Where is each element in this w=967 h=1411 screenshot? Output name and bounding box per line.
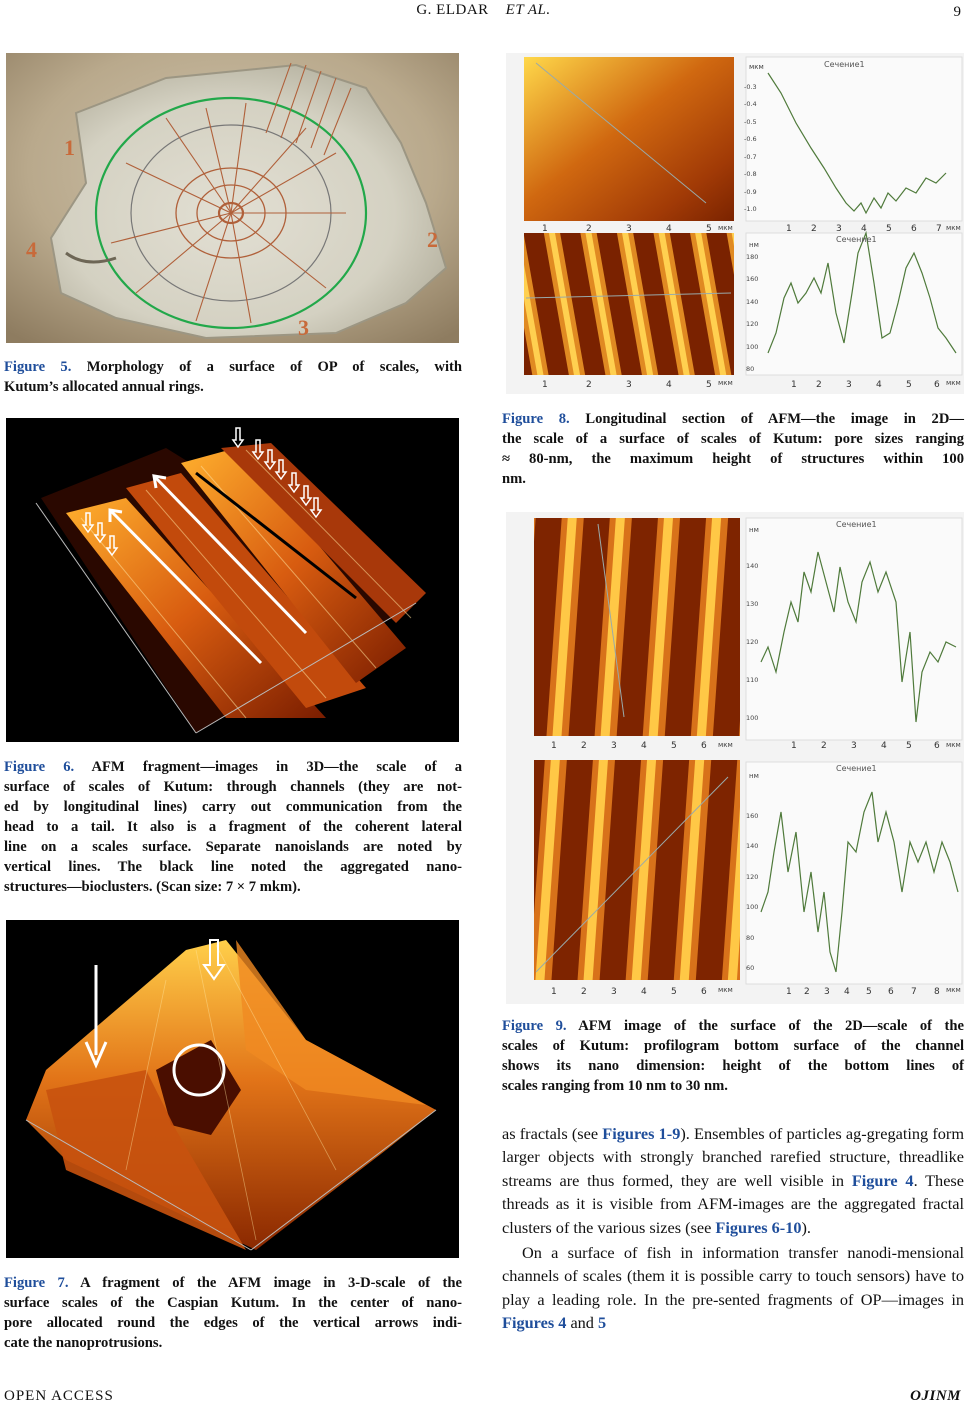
figure-reference-link[interactable]: Figure 4 [851, 1170, 914, 1190]
fig8-unit-x-top-profile: мкм [946, 224, 961, 232]
fig9-unit-y-bottom: нм [749, 772, 759, 780]
svg-text:6: 6 [888, 987, 894, 997]
fig8-unit-y-top: мкм [749, 63, 764, 71]
footer-open-access: OPEN ACCESS [4, 1388, 114, 1404]
figure-7-image [6, 920, 459, 1258]
fig9-top-profile-title: Сечение1 [836, 520, 877, 529]
svg-text:4: 4 [641, 987, 647, 997]
svg-text:6: 6 [911, 224, 917, 234]
body-paragraph-2: On a surface of fish in information transfer nanodi-mensional channels of scales (them it is possible carry to touch sensors) have to play a leading role. In the pre-sented fragments of OP—images in Figures 4 and 5 [502, 1243, 964, 1333]
fig9-unit-x-top-profile: мкм [946, 741, 961, 749]
fig5-region-label-1: 1 [64, 135, 75, 160]
svg-text:3: 3 [836, 224, 842, 234]
svg-text:5: 5 [671, 741, 677, 751]
svg-text:7: 7 [911, 987, 917, 997]
svg-text:4: 4 [861, 224, 867, 234]
fig8-bottom-profile-title: Сечение1 [836, 235, 877, 244]
svg-text:3: 3 [626, 224, 632, 234]
svg-text:5: 5 [866, 987, 872, 997]
svg-text:6: 6 [934, 741, 940, 751]
fig8-unit-x-top-image: мкм [718, 224, 733, 232]
body-text [502, 1122, 964, 1335]
svg-text:8: 8 [934, 987, 940, 997]
fig5-caption-label: Figure 5. [4, 359, 72, 375]
svg-text:3: 3 [611, 987, 617, 997]
figure-8-image [506, 53, 964, 394]
svg-text:5: 5 [886, 224, 892, 234]
svg-text:6: 6 [701, 987, 707, 997]
figure-reference-link[interactable]: 5 [598, 1313, 607, 1333]
fig9-caption-label: Figure 9. [502, 1018, 567, 1034]
svg-text:2: 2 [586, 224, 592, 234]
fig9-unit-x-top-image: мкм [718, 741, 733, 749]
fig8-bottom-profile-yticks: 80 100 120 140 160 180 [746, 253, 759, 373]
fig5-region-label-2: 2 [427, 227, 438, 252]
fig6-caption-label: Figure 6. [4, 759, 75, 775]
page-number: 9 [953, 4, 961, 20]
fig9-unit-x-bottom-image: мкм [718, 986, 733, 994]
svg-text:3: 3 [626, 380, 632, 390]
svg-text:2: 2 [581, 987, 587, 997]
svg-text:3: 3 [851, 741, 857, 751]
header-et-al: ET AL. [505, 2, 551, 18]
svg-text:5: 5 [706, 380, 712, 390]
fig9-bottom-profile-yticks: 60 80 100 120 140 160 [746, 812, 759, 972]
svg-text:1: 1 [551, 741, 557, 751]
svg-text:2: 2 [816, 380, 822, 390]
figure-5-caption: Figure 5. Morphology of a surface of OP of scales, with Kutum’s allocated annual rings. [4, 359, 462, 395]
figure-7-caption: Figure 7. A fragment of the AFM image in 3-D-scale of the surface scales of the Caspian Kutum. In the center of nano- pore allocated round the edges of the vertical arrows indi- cate the nanoprotrusions. [4, 1275, 463, 1351]
svg-text:4: 4 [666, 224, 672, 234]
svg-text:4: 4 [876, 380, 882, 390]
fig9-unit-y-top: нм [749, 526, 759, 534]
svg-text:6: 6 [701, 741, 707, 751]
fig5-region-label-4: 4 [26, 237, 37, 262]
fig7-caption-label: Figure 7. [4, 1275, 69, 1291]
fig8-caption-label: Figure 8. [502, 411, 570, 427]
svg-text:1: 1 [542, 380, 548, 390]
svg-text:1: 1 [791, 380, 797, 390]
svg-text:1: 1 [551, 987, 557, 997]
fig5-region-label-3: 3 [298, 315, 309, 340]
fig9-unit-x-bottom-profile: мкм [946, 986, 961, 994]
figure-reference-link[interactable]: Figures 1-9 [602, 1124, 681, 1143]
fig9-top-profile-yticks: 100 110 120 130 140 [746, 562, 759, 722]
fig8-unit-x-bottom-image: мкм [718, 379, 733, 387]
figure-reference-link[interactable]: Figures 6-10 [715, 1217, 802, 1237]
figure-9-caption: Figure 9. AFM image of the surface of the 2D—scale of the scales of Kutum: profilogram bottom surface of the channel shows its nano dimension: height of the bottom lines of scales ranging from 10 nm to 30 nm. [502, 1018, 964, 1094]
svg-text:2: 2 [821, 741, 827, 751]
svg-text:7: 7 [936, 224, 942, 234]
fig8-top-profile-title: Сечение1 [824, 60, 865, 69]
svg-text:2: 2 [804, 987, 810, 997]
svg-text:5: 5 [906, 380, 912, 390]
header-author: G. ELDAR [416, 2, 489, 18]
figure-reference-link[interactable]: Figures 4 [502, 1313, 567, 1333]
footer-journal: OJINM [910, 1388, 961, 1404]
svg-text:1: 1 [791, 741, 797, 751]
svg-text:6: 6 [934, 380, 940, 390]
figure-5-image [6, 53, 459, 343]
figure-6-image [6, 418, 459, 742]
svg-text:5: 5 [906, 741, 912, 751]
svg-text:2: 2 [581, 741, 587, 751]
fig8-unit-x-bottom-profile: мкм [946, 379, 961, 387]
svg-text:3: 3 [846, 380, 852, 390]
svg-text:1: 1 [786, 987, 792, 997]
figure-6-caption: Figure 6. AFM fragment—images in 3D—the scale of a surface of scales of Kutum: through channels (they are not- ed by longitudinal lines) carry out communication from the head to a tail. It also is a fragment of the coherent lateral line on a scales surface. Separate nanoislands are noted by vertical lines. The black line noted the aggregated nano- structures—bioclusters. (Scan size: 7 × 7 mkm). [4, 759, 463, 895]
svg-text:5: 5 [706, 224, 712, 234]
figure-8-caption: Figure 8. Longitudinal section of AFM—the image in 2D— the scale of a surface of scales of Kutum: pore sizes ranging ≈ 80-nm, the maximum height of structures within 100 nm. [502, 411, 964, 487]
svg-text:1: 1 [786, 224, 792, 234]
svg-text:2: 2 [811, 224, 817, 234]
svg-text:4: 4 [666, 380, 672, 390]
body-paragraph-1: as fractals (see Figures 1-9). Ensembles of particles ag-gregating form larger objects with strongly branched rarefied structure, threadlike streams are thus formed, they are well visible in Figure 4. These threads as it is visible from AFM-images are the aggregated fractal clusters of the various sizes (see Figures 6-10). [502, 1124, 965, 1237]
fig9-bottom-profile-title: Сечение1 [836, 764, 877, 773]
svg-text:5: 5 [671, 987, 677, 997]
svg-text:3: 3 [611, 741, 617, 751]
svg-text:1: 1 [542, 224, 548, 234]
svg-text:2: 2 [586, 380, 592, 390]
svg-text:4: 4 [844, 987, 850, 997]
fig8-unit-y-bottom: нм [749, 241, 759, 249]
running-header [0, 2, 967, 19]
fig8-top-profile-yticks: -1.0 -0.9 -0.8 -0.7 -0.6 -0.5 -0.4 -0.3 [744, 83, 757, 213]
svg-text:4: 4 [641, 741, 647, 751]
svg-text:4: 4 [881, 741, 887, 751]
svg-text:3: 3 [824, 987, 830, 997]
figure-9-image [506, 512, 964, 1004]
